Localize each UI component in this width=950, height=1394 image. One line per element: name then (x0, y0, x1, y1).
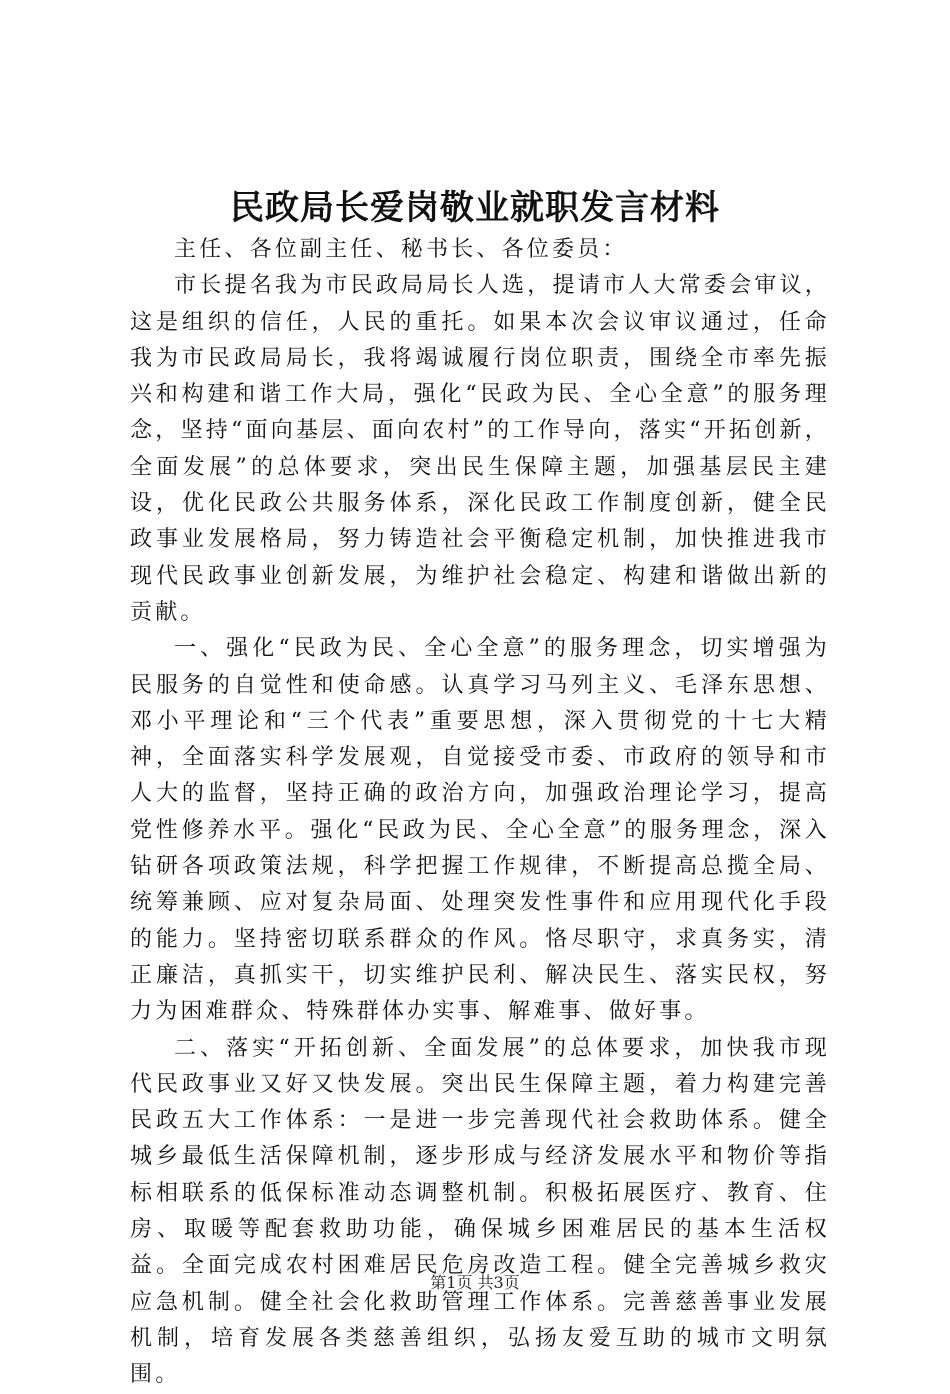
paragraph-section-two: 二、落实“开拓创新、全面发展”的总体要求，加快我市现代民政事业又好又快发展。突出民生保障主题，着力构建完善民政五大工作体系：一是进一步完善现代社会救助体系。健全城乡最低生活保障机制，逐步形成与经济发展水平和物价等指标相联系的低保标准动态调整机制。积极拓展医疗、教育、住房、取暖等配套救助功能，确保城乡困难居民的基本生活权益。全面完成农村困难居民危房改造工程。健全完善城乡救灾应急机制。健全社会化救助管理工作体系。完善慈善事业发展机制，培育发展各类慈善组织，弘扬友爱互助的城市文明氛围。 (130, 1035, 830, 1388)
page-footer: 第1页 共3页 (430, 1273, 520, 1292)
document-title: 民政局长爱岗敬业就职发言材料 (230, 188, 720, 228)
salutation: 主任、各位副主任、秘书长、各位委员： (174, 237, 628, 262)
document-body (130, 232, 830, 1394)
paragraph-intro: 市长提名我为市民政局局长人选，提请市人大常委会审议，这是组织的信任，人民的重托。如果本次会议审议通过，任命我为市民政局局长，我将竭诚履行岗位职责，围绕全市率先振兴和构建和谐工作大局，强化“民政为民、全心全意”的服务理念，坚持“面向基层、面向农村”的工作导向，落实“开拓创新，全面发展”的总体要求，突出民生保障主题，加强基层民主建设，优化民政公共服务体系，深化民政工作制度创新，健全民政事业发展格局，努力铸造社会平衡稳定机制，加快推进我市现代民政事业创新发展，为维护社会稳定、构建和谐做出新的贡献。 (130, 273, 830, 625)
paragraph-section-one: 一、强化“民政为民、全心全意”的服务理念，切实增强为民服务的自觉性和使命感。认真学习马列主义、毛泽东思想、邓小平理论和“三个代表”重要思想，深入贯彻党的十七大精神，全面落实科学发展观，自觉接受市委、市政府的领导和市人大的监督，坚持正确的政治方向，加强政治理论学习，提高党性修养水平。强化“民政为民、全心全意”的服务理念，深入钻研各项政策法规，科学把握工作规律，不断提高总揽全局、统筹兼顾、应对复杂局面、处理突发性事件和应用现代化手段的能力。坚持密切联系群众的作风。恪尽职守，求真务实，清正廉洁，真抓实干，切实维护民利、解决民生、落实民权，努力为困难群众、特殊群体办实事、解难事、做好事。 (130, 636, 830, 1025)
